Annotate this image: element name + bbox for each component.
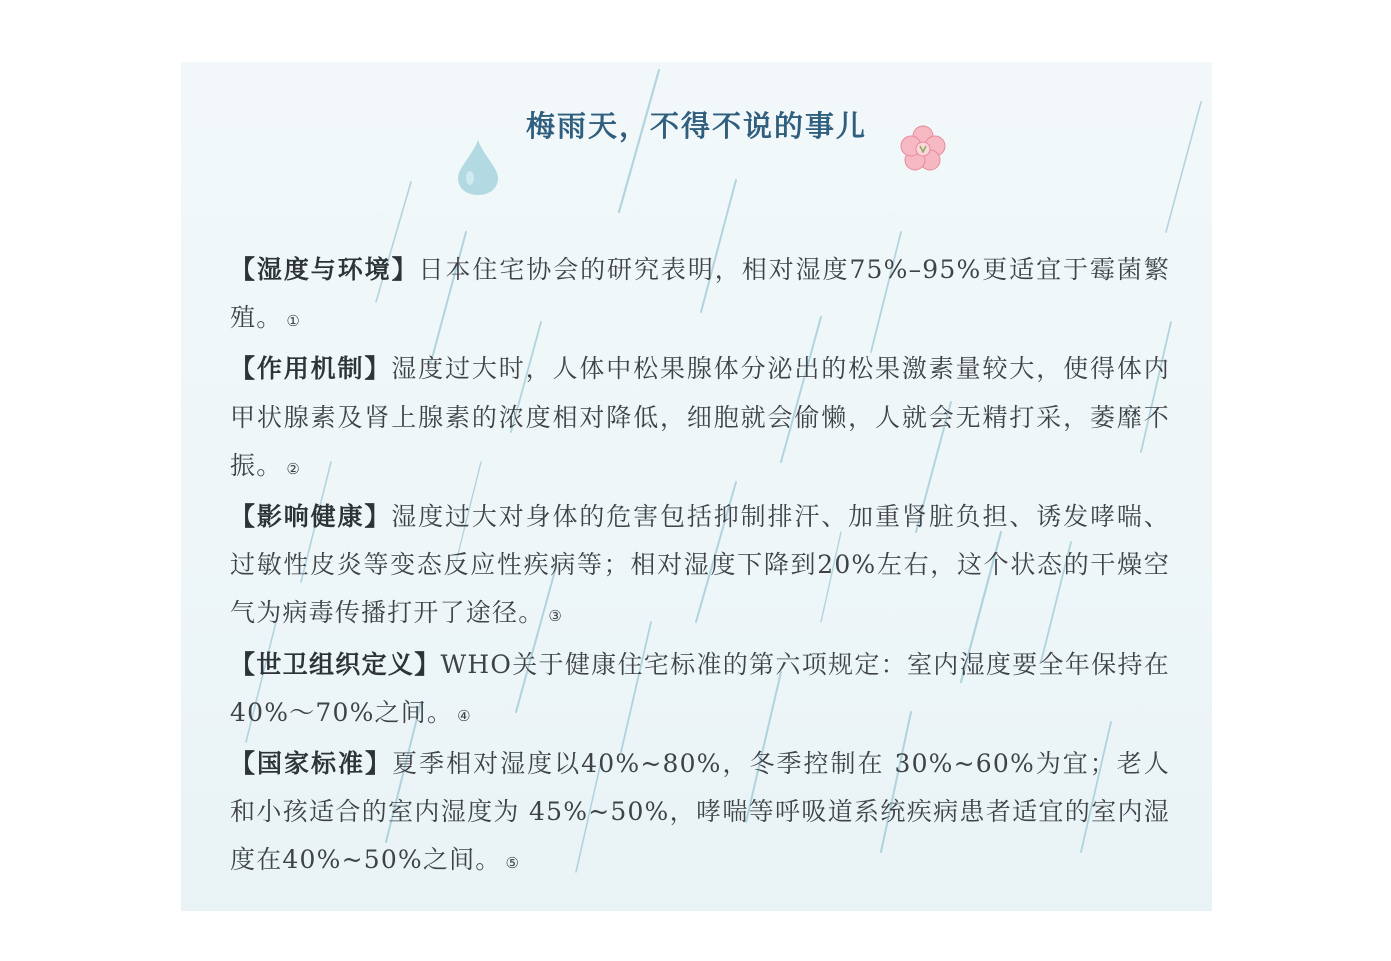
paragraph-text: 湿度过大对身体的危害包括抑制排汗、加重肾脏负担、诱发哮喘、过敏性皮炎等变态反应性疾病等；相对湿度下降到20%左右，这个状态的干燥空气为病毒传播打开了途径。 — [230, 502, 1170, 628]
paragraph-text: 湿度过大时，人体中松果腺体分泌出的松果激素量较大，使得体内甲状腺素及肾上腺素的浓度相对降低，细胞就会偷懒，人就会无精打采，萎靡不振。 — [230, 354, 1170, 480]
paragraph-text: 夏季相对湿度以40%~80%，冬季控制在 30%~60%为宜；老人和小孩适合的室内湿度为 45%~50%，哮喘等呼吸道系统疾病患者适宜的室内湿度在40%~50%之间。 — [230, 749, 1171, 875]
paragraph-text: WHO关于健康住宅标准的第六项规定：室内湿度要全年保持在40%～70%之间。 — [230, 649, 1170, 727]
paragraph-heading: 【世卫组织定义】 — [230, 649, 441, 679]
paragraph-heading: 【作用机制】 — [230, 354, 392, 384]
footnote-marker: ⑤ — [505, 854, 521, 873]
poster-card — [181, 62, 1212, 911]
paragraph-national-standard — [230, 740, 1170, 888]
poster-title: 梅雨天，不得不说的事儿 — [525, 109, 867, 143]
paragraph-health-impact — [230, 493, 1170, 641]
footnote-marker: ② — [286, 459, 302, 478]
article-body — [230, 246, 1170, 888]
water-drop-icon — [454, 138, 502, 196]
flower-icon — [899, 124, 947, 172]
paragraph-who-definition — [230, 641, 1170, 740]
paragraph-heading: 【湿度与环境】 — [230, 255, 419, 284]
paragraph-heading: 【影响健康】 — [230, 502, 392, 532]
paragraph-heading: 【国家标准】 — [230, 749, 393, 779]
footnote-marker: ① — [286, 312, 302, 331]
footnote-marker: ④ — [457, 706, 472, 725]
paragraph-text: 日本住宅协会的研究表明，相对湿度75%–95%更适宜于霉菌繁殖。 — [230, 255, 1170, 333]
paragraph-mechanism — [230, 345, 1170, 493]
paragraph-humidity-environment — [230, 246, 1170, 345]
footnote-marker: ③ — [548, 607, 564, 626]
